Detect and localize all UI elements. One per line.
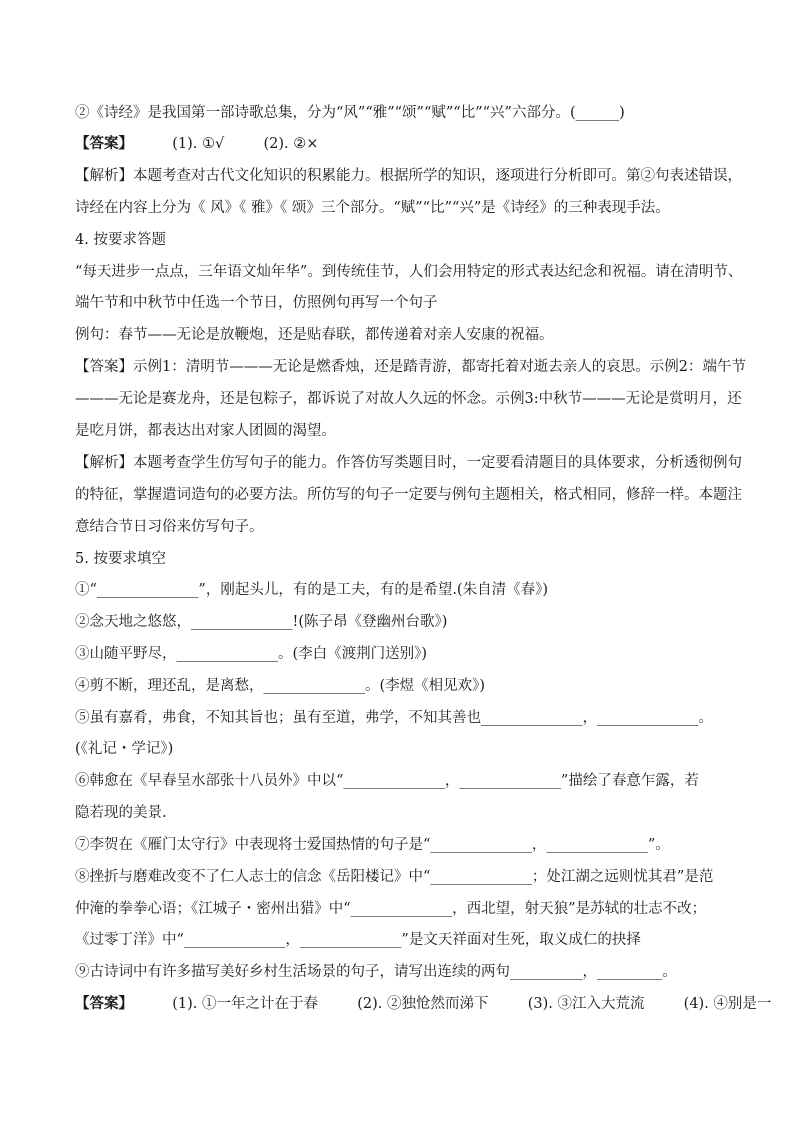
question-heading: 4. 按要求答题: [75, 232, 166, 248]
text-line: 隐若现的美景.: [75, 805, 167, 821]
answer-line: [75, 132, 725, 156]
text-line: “每天进步一点点，三年语文灿年华”。到传统佳节，人们会用特定的形式表达纪念和祝福。请在清明节、: [75, 264, 743, 280]
analysis-line: 【解析】本题考查学生仿写句子的能力。作答仿写类题目时，一定要看清题目的具体要求，分析透彻例句: [75, 455, 742, 471]
text-line: (《礼记・学记》): [75, 741, 174, 757]
answer-label: 【答案】: [75, 135, 133, 152]
question-heading: 5. 按要求填空: [75, 551, 166, 567]
answer-item: (4). ④别是一: [683, 996, 772, 1012]
answer-line: [75, 992, 772, 1016]
fill-blank-item: ⑨古诗词中有许多描写美好乡村生活场景的句子，请写出连续的两句__________，_________。: [75, 964, 677, 980]
fill-blank-item: ③山随平野尽，______________。(李白《渡荆门送别》): [75, 646, 428, 662]
text-line: 例句：春节——无论是放鞭炮，还是贴春联，都传递着对亲人安康的祝福。: [75, 327, 554, 343]
text-line: 《过零丁洋》中“______________，______________”是文天祥面对生死，取义成仁的抉择: [75, 932, 641, 948]
text-line: ②《诗经》是我国第一部诗歌总集，分为“风”“雅”“颂”“赋”“比”“兴”六部分。(______): [75, 105, 625, 121]
answer-label: 【答案】: [75, 995, 133, 1012]
text-line: 仲淹的拳拳心语；《江城子・密州出猎》中“______________，西北望，射天狼”是苏轼的壮志不改；: [75, 901, 707, 917]
answer-item: (1). ①一年之计在于春: [172, 996, 318, 1012]
answer-item: (1). ①√: [172, 136, 225, 152]
text-line: 端午节和中秋节中任选一个节日，仿照例句再写一个句子: [75, 295, 438, 311]
fill-blank-item: ①“______________”，刚起头儿，有的是工夫，有的是希望.(朱自清《春》): [75, 582, 548, 598]
text-line: 意结合节日习俗来仿写句子。: [75, 519, 264, 535]
fill-blank-item: ⑦李贺在《雁门太守行》中表现将士爱国热情的句子是“______________，______________”。: [75, 837, 670, 853]
fill-blank-item: ②念天地之悠悠，______________!(陈子昂《登幽州台歌》): [75, 614, 448, 630]
fill-blank-item: ④剪不断，理还乱，是离愁，______________。(李煜《相见欢》): [75, 678, 486, 694]
text-line: 诗经在内容上分为《 风》《 雅》《 颂》三个部分。“赋”“比”“兴”是《诗经》的三种表现手法。: [75, 200, 670, 216]
fill-blank-item: ⑤虽有嘉肴，弗食，不知其旨也；虽有至道，弗学，不知其善也______________，______________。: [75, 710, 713, 726]
analysis-line: 【解析】本题考查对古代文化知识的积累能力。根据所学的知识，逐项进行分析即可。第②句表述错误，: [75, 168, 742, 184]
answer-line: 【答案】示例1：清明节———无论是燃香烛，还是踏青游，都寄托着对逝去亲人的哀思。示例2：端午节: [75, 359, 746, 375]
fill-blank-item: ⑧挫折与磨难改变不了仁人志士的信念《岳阳楼记》中“______________；处江湖之远则忧其君”是范: [75, 869, 714, 885]
answer-item: (2). ②独怆然而涕下: [357, 996, 489, 1012]
answer-item: (2). ②×: [263, 136, 319, 152]
fill-blank-item: ⑥韩愈在《早春呈水部张十八员外》中以“______________，______________”描绘了春意乍露，若: [75, 773, 699, 789]
text-line: 是吃月饼，都表达出对家人团圆的渴望。: [75, 423, 336, 439]
text-line: ———无论是赛龙舟，还是包粽子，都诉说了对故人久远的怀念。示例3:中秋节———无论是赏明月，还: [75, 391, 742, 407]
answer-item: (3). ③江入大荒流: [527, 996, 645, 1012]
text-line: 的特征，掌握遣词造句的必要方法。所仿写的句子一定要与例句主题相关，格式相同，修辞一样。本题注: [75, 487, 742, 503]
